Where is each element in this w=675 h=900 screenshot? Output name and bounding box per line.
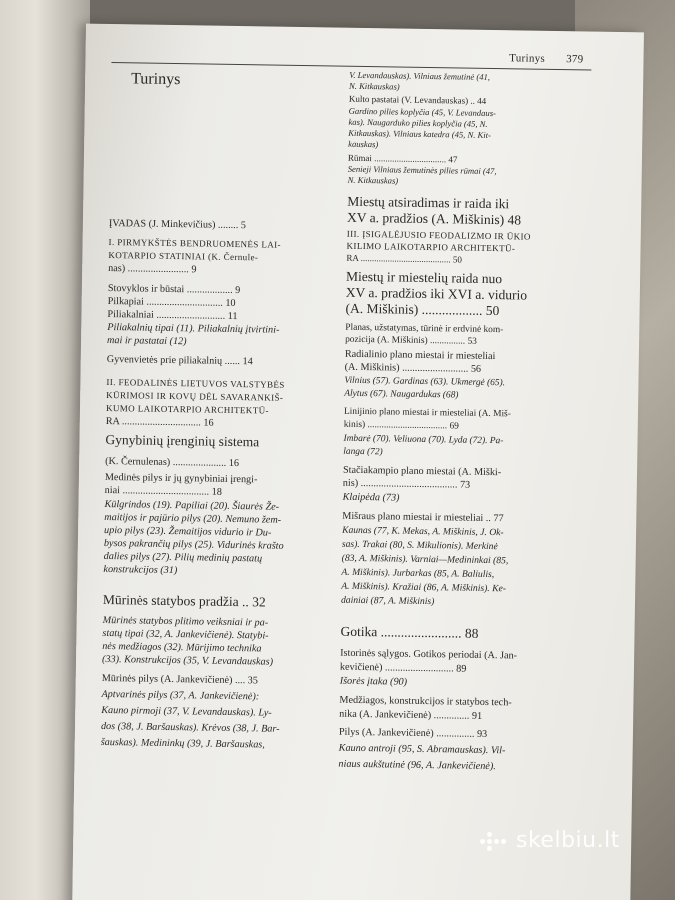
toc-entry: Klaipėda (73) [342,491,400,504]
toc-entry: kauskas) [348,138,379,150]
toc-entry: (83, A. Miškinis). Varniai—Medininkai (85, [341,552,509,567]
toc-entry: V. Levandauskas). Vilniaus žemutinė (41, [349,69,491,82]
toc-entry: Planas, užstatymas, tūrinė ir erdvinė kom- [345,322,504,336]
toc-entry: niaus aukštutinė (96, A. Jankevičienė). [338,758,496,773]
book-page [72,24,644,900]
toc-entry: Kaunas (77, K. Mekas, A. Miškinis, J. Ok- [342,524,504,539]
toc-entry: dos (38, J. Baršauskas). Krėvos (38, J. Bar- [100,720,280,735]
toc-entry: Piliakalniai ........................... 11 [107,308,238,323]
toc-entry: statų tipai (32, A. Jankevičienė). Statybi- [102,627,269,642]
toc-entry: Mūrinės statybos plitimo veiksniai ir pa- [102,614,269,629]
toc-section-heading: Gotika ........................ 88 [340,623,479,641]
toc-entry: kas). Naugarduko pilies koplyčia (45, N. [348,116,488,129]
toc-entry: (33). Konstrukcijos (35, V. Levandauskas) [101,653,274,668]
toc-entry: kinis) .................................. 69 [343,419,459,432]
toc-entry: Stovyklos ir būstai .................. 9 [107,282,241,297]
toc-entry: nis) ...................................... 73 [342,477,471,491]
watermark-text: skelbiu.lt [516,828,620,853]
toc-entry: Pilkapiai .............................. 10 [107,295,236,310]
toc-entry: Kauno pirmoji (37, V. Levandauskas). Ly- [101,704,272,719]
toc-entry: Gardino pilies koplyčia (45, V. Levandaus- [348,105,497,119]
toc-entry: sas). Trakai (80, S. Mikulionis). Merkinė [341,538,498,553]
toc-entry: KŪRIMOSI IR KOVŲ DĖL SAVARANKIŠ- [106,389,284,403]
toc-entry: maitijos ir pajūrio pilys (20). Nemuno žem- [104,511,282,526]
toc-entry: Kulto pastatai (V. Levandauskas) .. 44 [348,93,487,106]
toc-entry: KOTARPIO STATINIAI (K. Černule- [108,249,259,263]
toc-entry: Kūlgrindos (19). Papiliai (20). Šiaurės Že- [104,498,280,513]
toc-entry: Rūmai ................................ 47 [347,152,458,165]
toc-entry: RA ........................................ 50 [346,252,462,265]
toc-entry: Istorinės sąlygos. Gotikos periodai (A. Jan- [340,647,518,662]
toc-entry: A. Miškinis). Kražiai (86, A. Miškinis). Ke- [341,580,507,595]
toc-entry: (A. Miškinis) .......................... 56 [344,361,482,375]
toc-entry: Mūrinės pilys (A. Jankevičienė) .... 35 [101,672,259,687]
toc-entry: nas) ........................ 9 [108,262,197,276]
watermark-dots-icon [480,832,510,852]
toc-section-heading: Mūrinės statybos pradžia .. 32 [102,591,266,610]
toc-entry: Linijinio plano miestai ir miesteliai (A. Miš- [343,406,511,420]
toc-entry: Radialinio plano miestai ir miesteliai [344,348,496,363]
toc-entry: N. Kitkauskas) [349,80,400,92]
toc-entry: niai .................................. 18 [104,484,222,498]
toc-entry: Gyvenvietės prie piliakalnių ...... 14 [106,353,253,368]
toc-entry: Senieji Vilniaus žemutinės pilies rūmai (47, [347,163,497,177]
toc-entry: bysos pakrančių pilys (25). Vidurinės krašto [103,537,284,552]
toc-entry: Pilys (A. Jankevičienė) ............... 93 [338,726,488,741]
toc-entry: Medinės pilys ir jų gynybiniai įrengi- [104,471,258,486]
toc-entry: N. Kitkauskas) [347,174,399,186]
toc-section-heading: Miestų atsiradimas ir raida iki [347,193,510,212]
toc-section-heading: Miestų ir miestelių raida nuo [345,268,503,287]
toc-section-heading: Gynybinių įrenginių sistema [105,431,260,450]
toc-entry: upio pilys (23). Žemaitijos vidurio ir Du- [103,524,272,539]
toc-entry: nika (A. Jankevičienė) .............. 91 [339,708,483,722]
toc-entry: (K. Černulenas) ..................... 16 [105,455,240,470]
toc-entry: ĮVADAS (J. Minkevičius) ........ 5 [108,218,247,232]
page-number: 379 [566,53,584,66]
toc-entry: Kauno antroji (95, S. Abramauskas). Vil- [338,742,506,757]
toc-entry: dainiai (87, A. Miškinis) [340,594,435,608]
toc-entry: mai ir pastatai (12) [106,334,187,348]
toc-entry: KUMO LAIKOTARPIO ARCHITEKTŪ- [105,402,270,416]
toc-entry: Alytus (67). Naugardukas (68) [344,388,459,401]
toc-entry: RA ............................... 16 [105,415,214,429]
toc-section-heading: XV a. pradžios (A. Miškinis) 48 [346,209,522,228]
toc-entry: pozicija (A. Miškinis) ............... 53 [345,334,477,347]
toc-entry: šauskas). Medininkų (39, J. Baršauskas, [100,736,265,751]
toc-entry: kevičienė) ........................... 89 [339,661,467,675]
toc-entry: Imbarė (70). Veliuona (70). Lyda (72). Pa- [343,433,504,447]
toc-entry: Aptvarinės pilys (37, A. Jankevičienė): [101,688,260,703]
toc-entry: Medžiagos, konstrukcijos ir statybos tech- [339,694,512,709]
running-header [509,52,584,65]
toc-entry: konstrukcijos (31) [103,563,178,577]
toc-entry: Išorės įtaka (90) [339,675,408,688]
toc-entry: langa (72) [343,446,383,458]
toc-entry: KILIMO LAIKOTARPIO ARCHITEKTŪ- [346,240,516,254]
toc-entry: III. ĮSIGALĖJUSIO FEODALIZMO IR ŪKIO [346,228,531,242]
toc-entry: nės medžiagos (32). Mūrijimo technika [102,640,262,655]
toc-entry: Kitkauskas). Vilniaus katedra (45, N. Kit- [348,127,492,140]
toc-entry: dalies pilys (27). Pilių medinių pastatų [103,550,263,565]
running-title: Turinys [509,52,546,65]
page-heading: Turinys [131,70,181,89]
toc-section-heading: (A. Miškinis) .................. 50 [345,300,500,319]
toc-entry: Mišraus plano miestai ir miesteliai .. 77 [342,510,504,525]
toc-entry: Stačiakampio plano miestai (A. Miški- [342,464,502,479]
toc-entry: I. PIRMYKŠTĖS BENDRUOMENĖS LAI- [108,236,282,250]
toc-entry: A. Miškinis). Jurbarkas (85, A. Baliulis, [341,566,495,581]
toc-entry: II. FEODALINĖS LIETUVOS VALSTYBĖS [106,376,285,390]
toc-entry: Vilnius (57). Gardinas (63). Ukmergė (65). [344,375,506,389]
toc-entry: Piliakalnių tipai (11). Piliakalnių įtvirtini- [107,321,280,336]
toc-section-heading: XV a. pradžios iki XVI a. vidurio [345,284,528,303]
